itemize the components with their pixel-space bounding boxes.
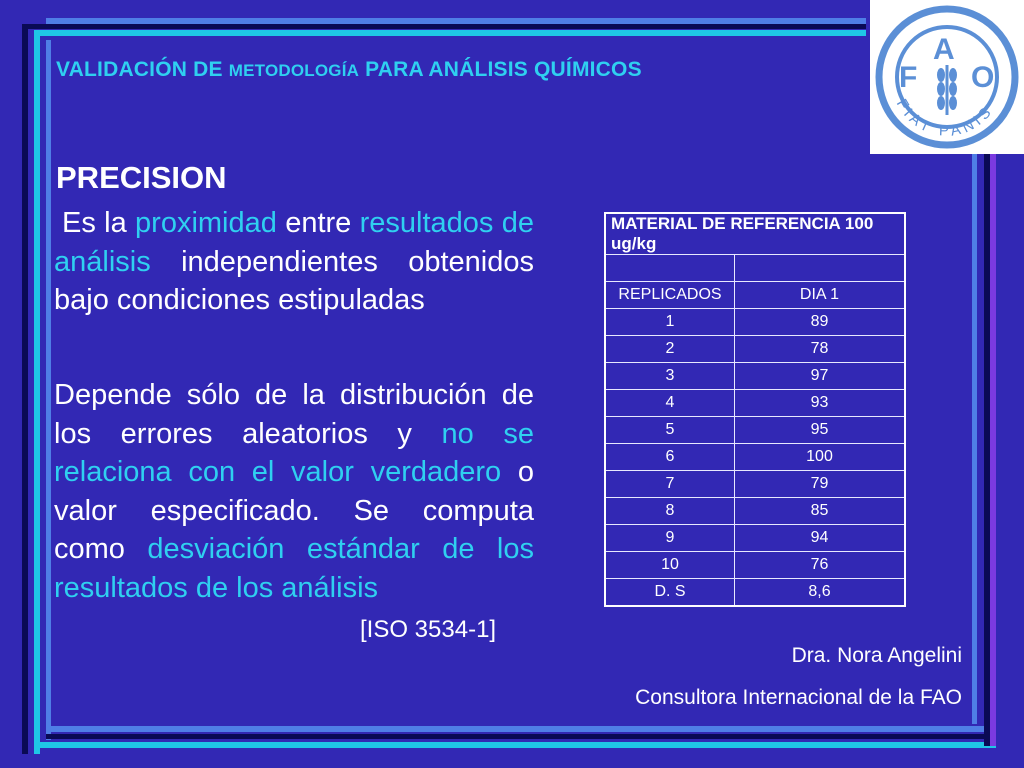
- slide-header-title: [56, 58, 856, 82]
- logo-letter: O: [971, 61, 995, 94]
- table-cell: 10: [605, 552, 735, 579]
- table-title-row: [605, 213, 905, 255]
- para-highlight: no se relaciona con el valor verdadero: [54, 417, 535, 488]
- author-name: Dra. Nora Angelini: [791, 644, 962, 667]
- table-cell: 79: [735, 471, 906, 498]
- para-text: o valor especificado. Se computa como: [54, 456, 534, 565]
- frame-line: [22, 24, 28, 754]
- table-cell: [605, 255, 735, 282]
- table-row: [605, 552, 905, 579]
- frame-line: [22, 24, 866, 29]
- frame-line: [46, 18, 866, 24]
- frame-line: [34, 30, 866, 36]
- fao-logo: [870, 0, 1024, 154]
- para-highlight: proximidad: [135, 207, 277, 239]
- table-cell: 93: [735, 390, 906, 417]
- frame-line: [34, 30, 40, 754]
- table-cell: 3: [605, 363, 735, 390]
- table-cell: 5: [605, 417, 735, 444]
- column-header: REPLICADOS: [605, 282, 735, 309]
- fao-logo-icon: [873, 3, 1021, 151]
- frame-line: [46, 726, 996, 732]
- reference-material-table: [604, 212, 906, 607]
- column-header: DIA 1: [735, 282, 906, 309]
- iso-reference: [ISO 3534-1]: [360, 616, 497, 643]
- para-highlight: resultados de análisis: [54, 207, 534, 278]
- table-row: [605, 363, 905, 390]
- logo-letter: F: [899, 61, 918, 94]
- table-cell: 2: [605, 336, 735, 363]
- table-row: [605, 444, 905, 471]
- table-cell: 97: [735, 363, 906, 390]
- table-cell: 100: [735, 444, 906, 471]
- para-highlight: desviación estándar de los resultados de los análisis: [54, 533, 534, 604]
- logo-letter: A: [933, 33, 955, 66]
- table-cell: 95: [735, 417, 906, 444]
- header-title-part: METODOLOGÍA: [228, 61, 360, 80]
- table-cell: D. S: [605, 579, 735, 607]
- table-cell: 94: [735, 525, 906, 552]
- frame-line: [972, 154, 977, 724]
- para-text: entre: [285, 207, 352, 239]
- table-cell: 8: [605, 498, 735, 525]
- table-row: [605, 309, 905, 336]
- explanation-paragraph: [54, 376, 534, 607]
- definition-paragraph: [54, 204, 534, 320]
- table-cell: 89: [735, 309, 906, 336]
- para-text: Es la: [62, 207, 127, 239]
- table-title: MATERIAL DE REFERENCIA 100 ug/kg: [605, 213, 905, 255]
- frame-line: [46, 734, 996, 739]
- table-cell: 1: [605, 309, 735, 336]
- frame-line: [46, 40, 51, 740]
- para-text: Depende sólo de la distribución de los errores aleatorios y: [54, 379, 534, 450]
- table-cell: [735, 255, 906, 282]
- table-cell: 6: [605, 444, 735, 471]
- table-row: [605, 498, 905, 525]
- table-cell: 4: [605, 390, 735, 417]
- table-cell: 76: [735, 552, 906, 579]
- frame-line: [34, 742, 996, 748]
- header-title-part: PARA ANÁLISIS QUÍMICOS: [365, 58, 642, 81]
- table-row: [605, 417, 905, 444]
- table-header-row: [605, 282, 905, 309]
- table-row: [605, 525, 905, 552]
- header-title-part: VALIDACIÓN DE: [56, 58, 223, 81]
- table-row: [605, 390, 905, 417]
- logo-motto: FIAT PANIS: [892, 96, 998, 140]
- table-row: [605, 579, 905, 607]
- para-text: independientes obtenidos bajo condiciones estipuladas: [54, 245, 534, 316]
- table-cell: 85: [735, 498, 906, 525]
- table-empty-row: [605, 255, 905, 282]
- table-row: [605, 336, 905, 363]
- section-title: PRECISION: [56, 160, 227, 195]
- table-cell: 8,6: [735, 579, 906, 607]
- table-cell: 7: [605, 471, 735, 498]
- frame-line: [990, 154, 996, 746]
- table-row: [605, 471, 905, 498]
- table-cell: 9: [605, 525, 735, 552]
- table-cell: 78: [735, 336, 906, 363]
- author-role: Consultora Internacional de la FAO: [635, 686, 962, 709]
